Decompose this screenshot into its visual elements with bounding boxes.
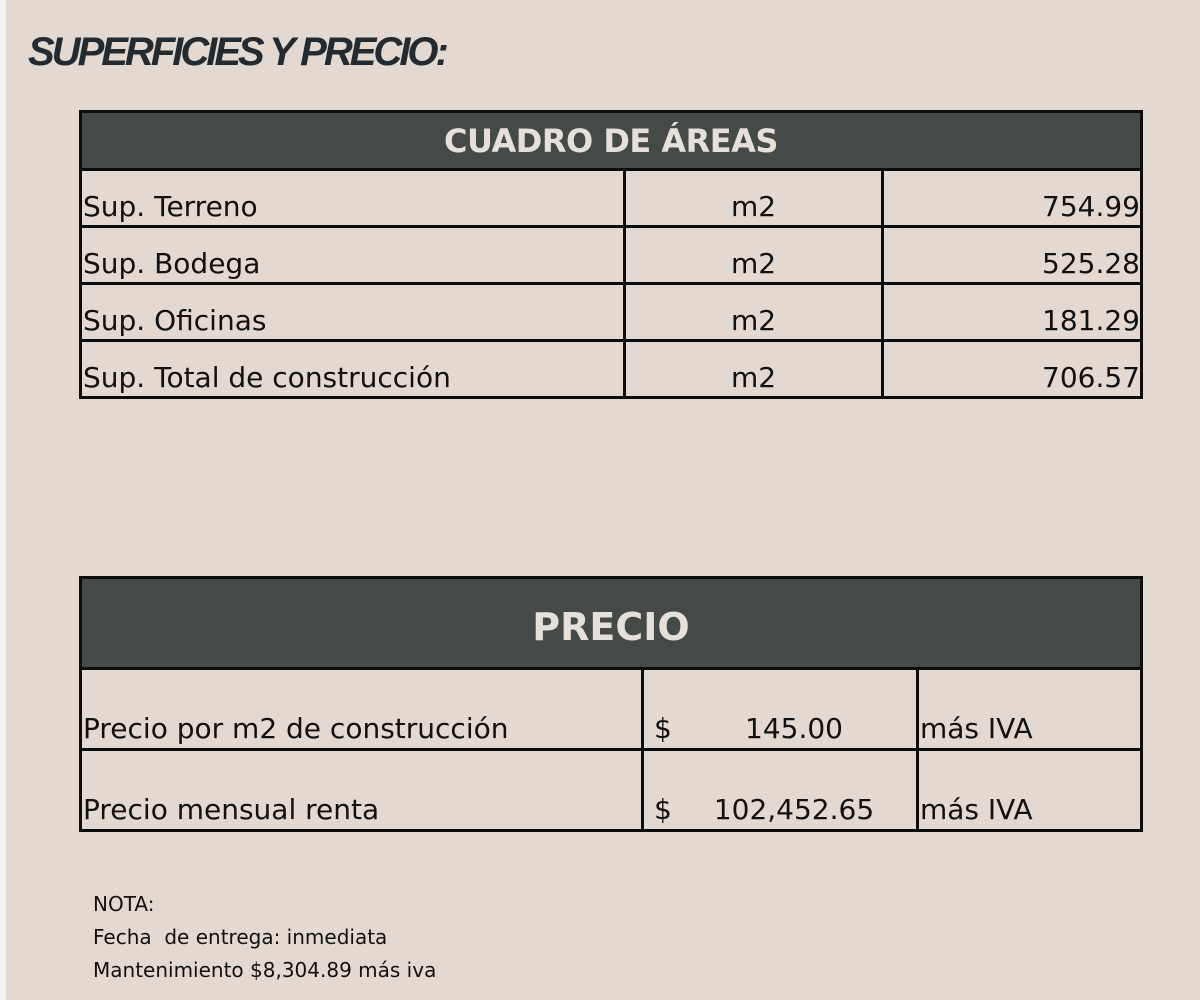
table-row — [81, 284, 1142, 341]
price-table-header: PRECIO — [81, 578, 1142, 669]
currency-symbol: $ — [654, 712, 672, 745]
price-amount: 145.00 — [745, 712, 843, 745]
table-row — [81, 227, 1142, 284]
table-row — [81, 170, 1142, 227]
area-label: Sup. Bodega — [81, 227, 625, 284]
note-block — [93, 888, 436, 987]
area-unit: m2 — [625, 227, 883, 284]
tax-note: más IVA — [918, 669, 1142, 750]
area-value: 181.29 — [883, 284, 1142, 341]
note-heading: NOTA: — [93, 892, 155, 916]
table-row — [81, 669, 1142, 750]
table-row — [81, 750, 1142, 831]
page-title: SUPERFICIES Y PRECIO: — [28, 30, 446, 74]
note-maintenance: Mantenimiento $8,304.89 más iva — [93, 958, 437, 982]
tax-note: más IVA — [918, 750, 1142, 831]
price-label: Precio mensual renta — [81, 750, 643, 831]
area-unit: m2 — [625, 284, 883, 341]
note-delivery-date: Fecha de entrega: inmediata — [93, 925, 388, 949]
price-label: Precio por m2 de construcción — [81, 669, 643, 750]
areas-table-header: CUADRO DE ÁREAS — [81, 112, 1142, 170]
area-label: Sup. Total de construcción — [81, 341, 625, 398]
price-amount-cell — [643, 750, 918, 831]
area-value: 754.99 — [883, 170, 1142, 227]
currency-symbol: $ — [654, 793, 672, 826]
table-row — [81, 341, 1142, 398]
area-unit: m2 — [625, 170, 883, 227]
area-label: Sup. Oficinas — [81, 284, 625, 341]
area-value: 525.28 — [883, 227, 1142, 284]
area-value: 706.57 — [883, 341, 1142, 398]
areas-table — [79, 110, 1143, 399]
document-page — [6, 0, 1200, 1000]
price-amount-cell — [643, 669, 918, 750]
area-label: Sup. Terreno — [81, 170, 625, 227]
price-amount: 102,452.65 — [713, 793, 875, 826]
area-unit: m2 — [625, 341, 883, 398]
price-table — [79, 576, 1143, 832]
